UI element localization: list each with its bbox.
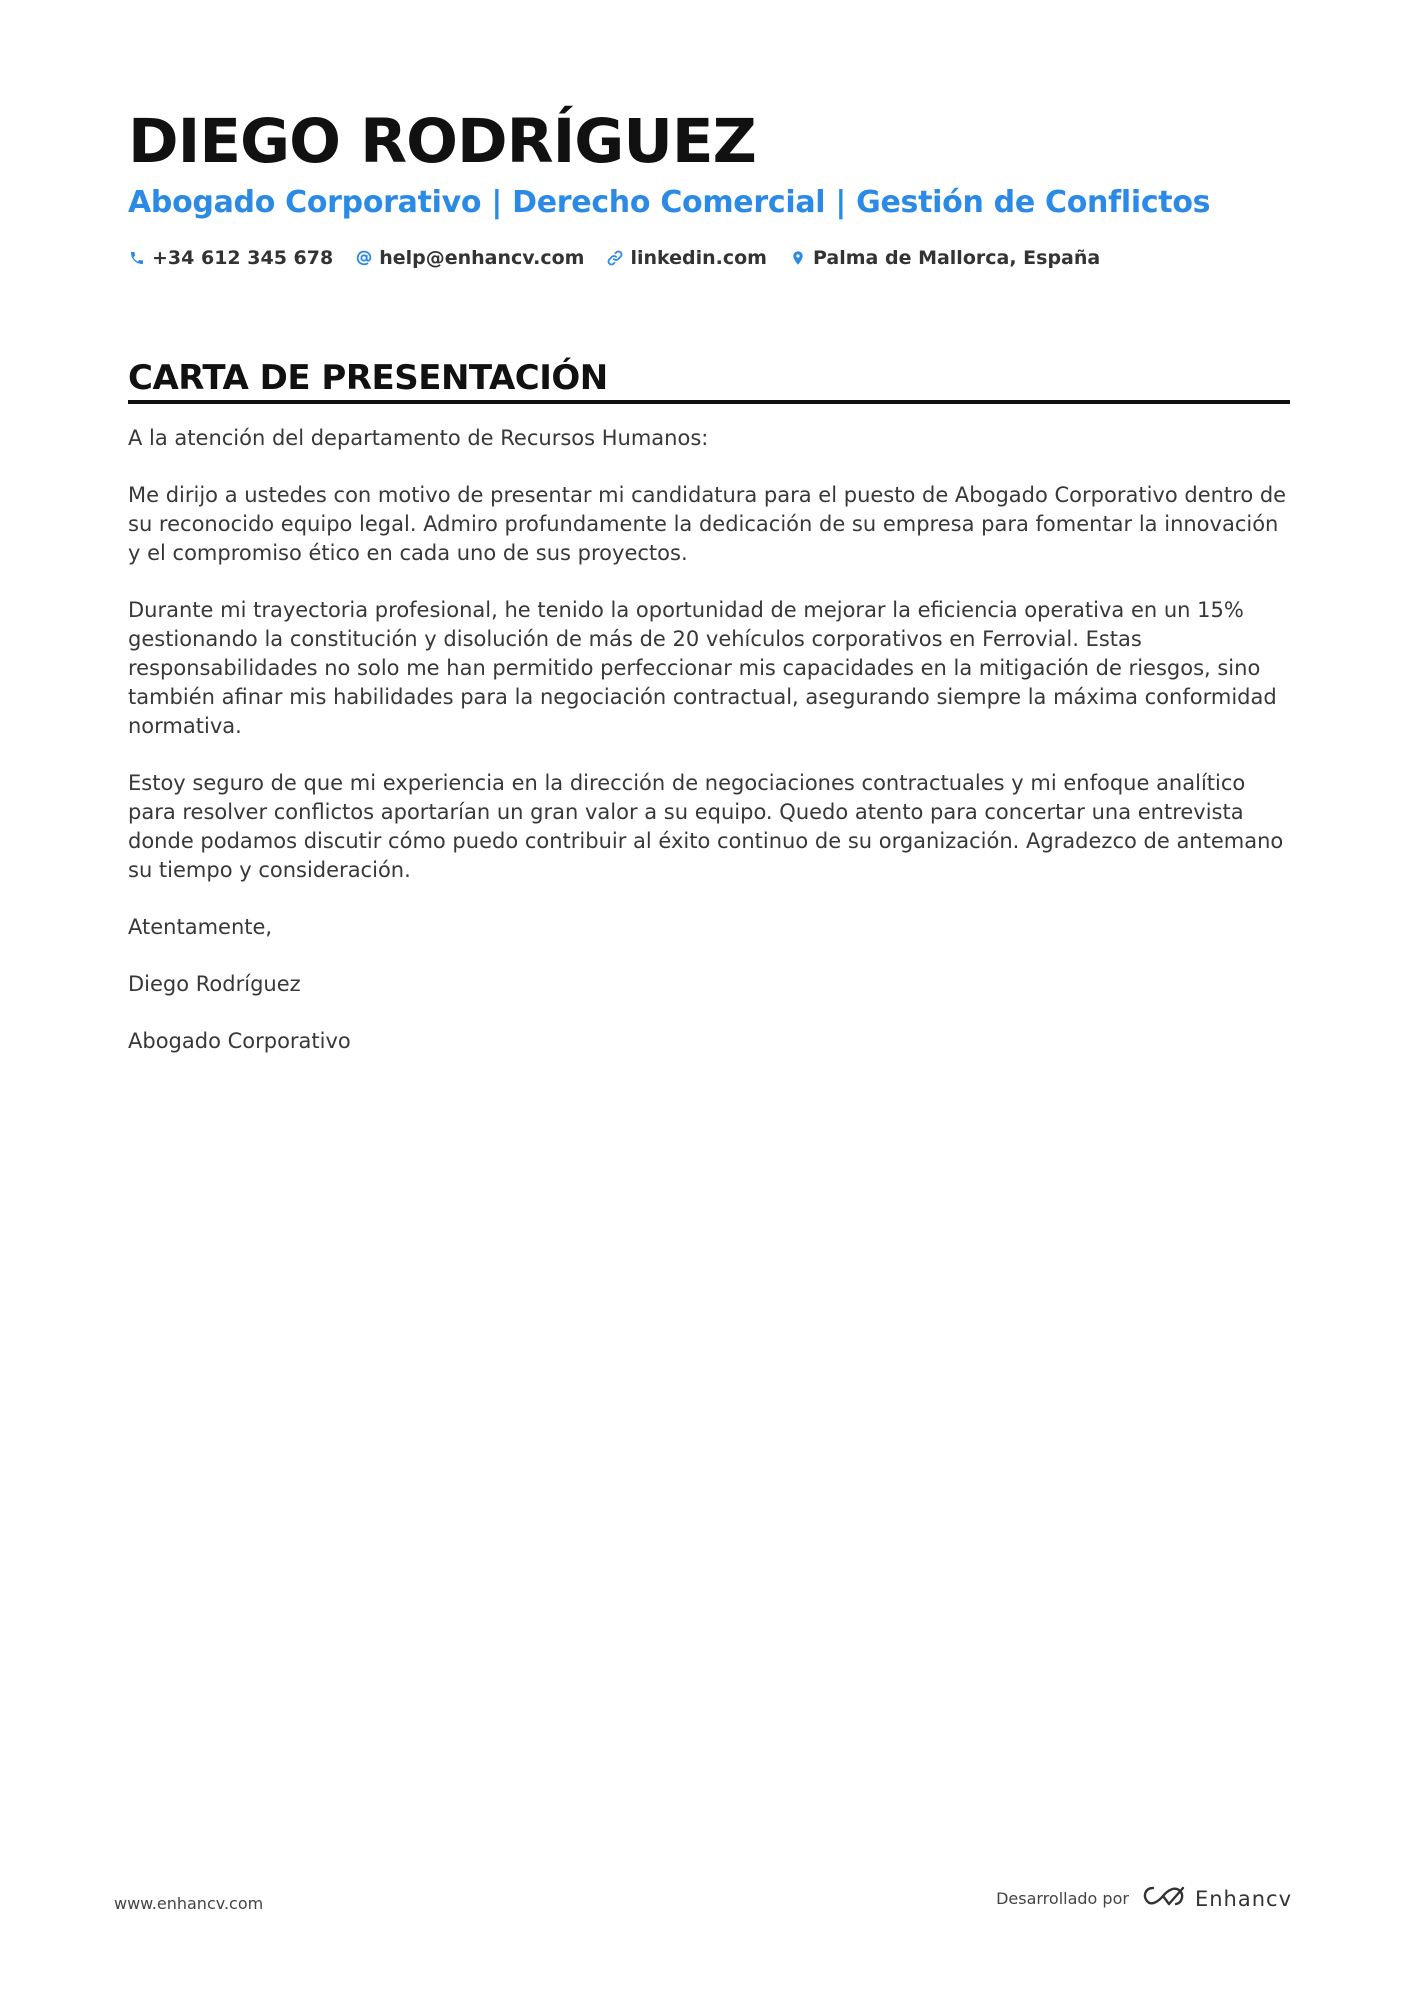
brand-logo[interactable] xyxy=(1141,1884,1292,1913)
letter-content xyxy=(128,108,1290,1084)
candidate-headline: Abogado Corporativo | Derecho Comercial | Gestión de Conflictos xyxy=(128,185,1211,221)
candidate-name: DIEGO RODRÍGUEZ xyxy=(128,106,756,177)
contact-location xyxy=(789,247,1100,269)
powered-by-label: Desarrollado por xyxy=(996,1889,1129,1908)
enhancv-logo-icon xyxy=(1141,1884,1187,1913)
letter-paragraph: Durante mi trayectoria profesional, he tenido la oportunidad de mejorar la eficiencia operativa en un 15% gestionando la constitución y disolución de más de 20 vehículos corporativos en Ferrovial. Estas responsabilidades no solo me han permitido perfeccionar mis capacidades en la mitigación de riesgos, sino también afinar mis habilidades para la negociación contractual, asegurando siempre la máxima conformidad normativa. xyxy=(128,598,1277,739)
location-pin-icon xyxy=(789,249,807,267)
signature-name: Diego Rodríguez xyxy=(128,972,301,997)
footer-branding xyxy=(996,1884,1292,1913)
contact-email-text[interactable]: help@enhancv.com xyxy=(379,247,585,270)
section-title: CARTA DE PRESENTACIÓN xyxy=(128,359,1290,404)
brand-name: Enhancv xyxy=(1194,1886,1292,1911)
at-icon xyxy=(355,249,373,267)
contact-email[interactable] xyxy=(355,247,584,269)
letter-body xyxy=(128,424,1290,1056)
contact-location-text: Palma de Mallorca, España xyxy=(812,247,1101,270)
signature-title: Abogado Corporativo xyxy=(128,1029,351,1054)
contact-bar xyxy=(128,247,1290,269)
contact-linkedin[interactable] xyxy=(606,247,767,269)
footer-website[interactable]: www.enhancv.com xyxy=(114,1894,264,1913)
contact-phone-text: +34 612 345 678 xyxy=(152,247,334,270)
letter-greeting: A la atención del departamento de Recursos Humanos: xyxy=(128,426,709,451)
letter-paragraph: Me dirijo a ustedes con motivo de presentar mi candidatura para el puesto de Abogado Corporativo dentro de su reconocido equipo legal. Admiro profundamente la dedicación de su empresa para fomentar la innovación y el compromiso ético en cada uno de sus proyectos. xyxy=(128,483,1287,566)
contact-linkedin-text[interactable]: linkedin.com xyxy=(630,247,767,270)
phone-icon xyxy=(128,249,146,267)
contact-phone xyxy=(128,247,333,269)
link-icon xyxy=(606,249,624,267)
letter-closing: Atentamente, xyxy=(128,915,273,940)
letter-paragraph: Estoy seguro de que mi experiencia en la dirección de negociaciones contractuales y mi enfoque analítico para resolver conflictos aportarían un gran valor a su equipo. Quedo atento para concertar una entrevista donde podamos discutir cómo puedo contribuir al éxito continuo de su organización. Agradezco de antemano su tiempo y consideración. xyxy=(128,771,1284,883)
